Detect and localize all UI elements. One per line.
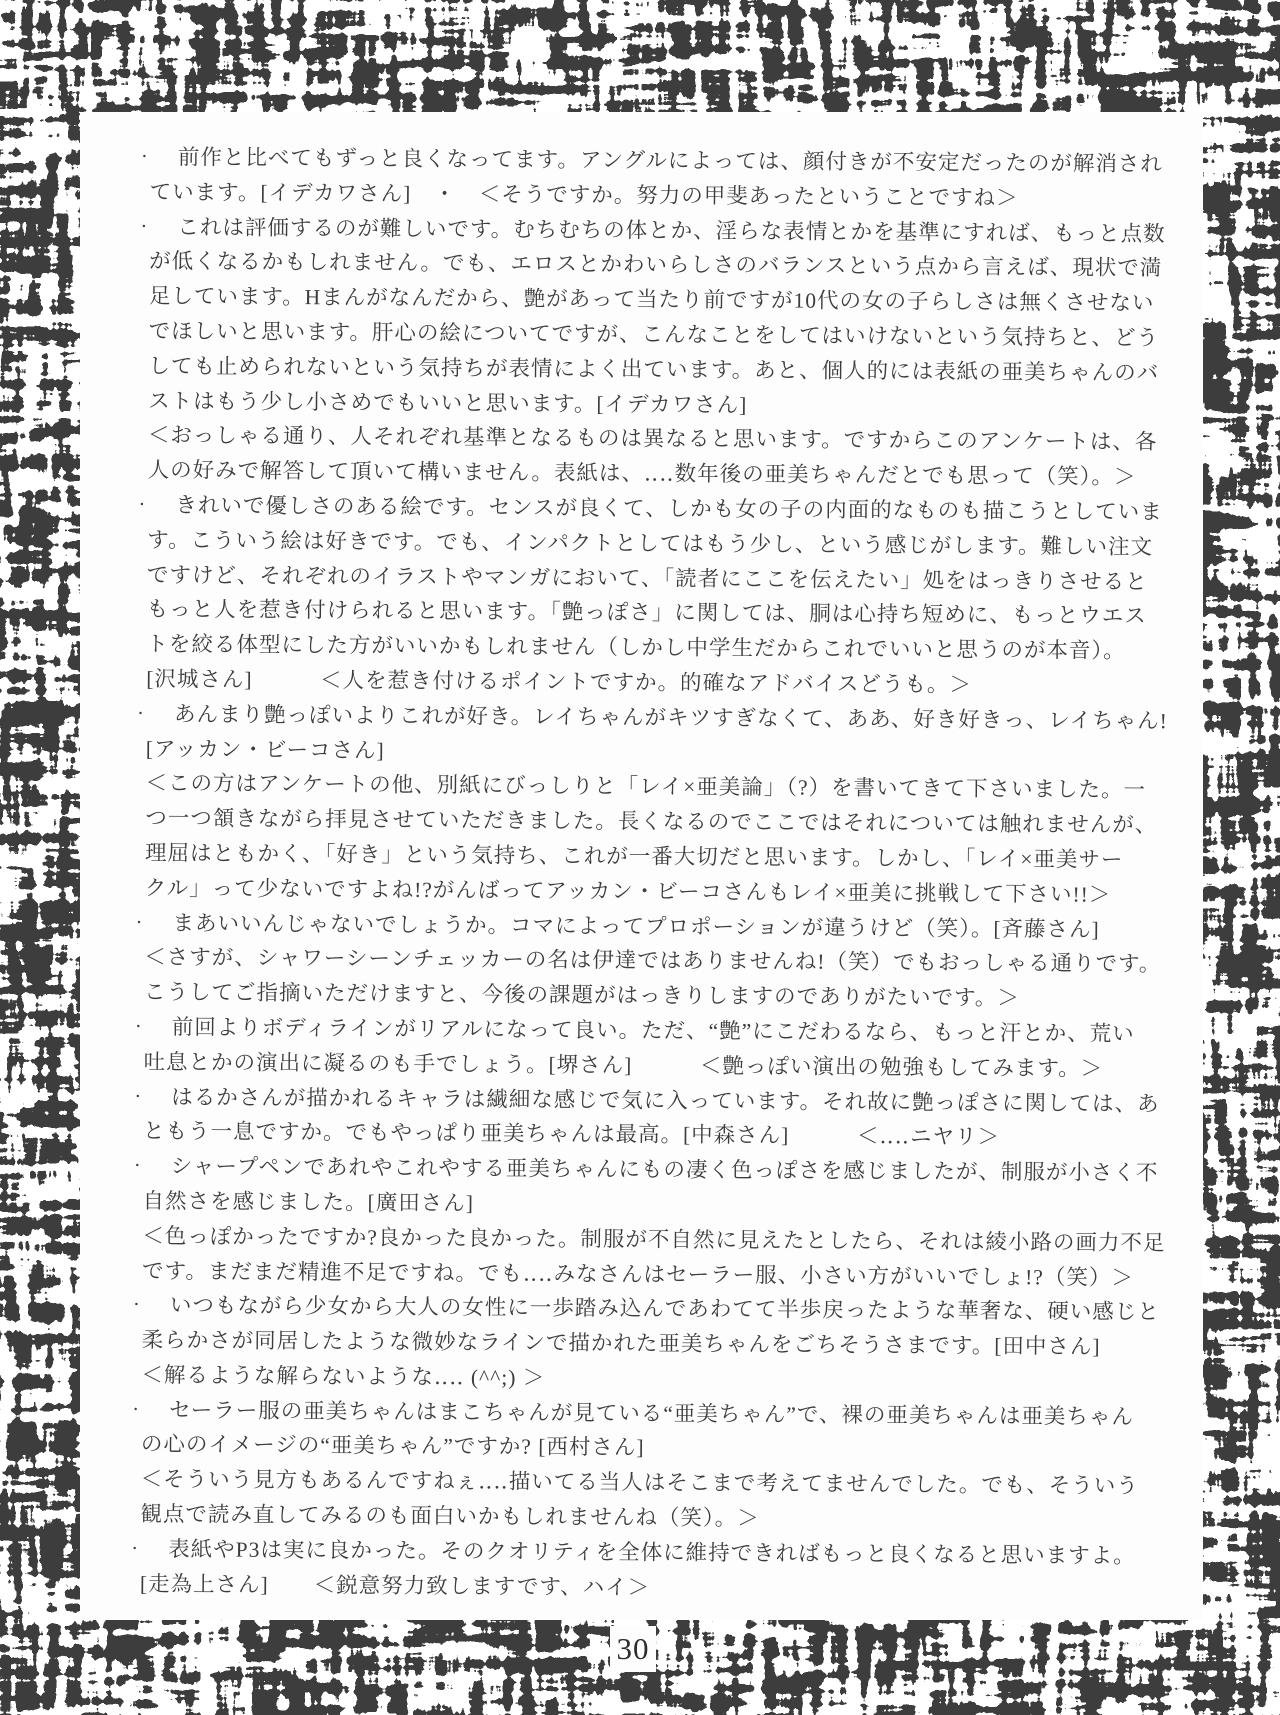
- text-line-content: 自然さを感じました。[廣田さん]: [142, 1188, 474, 1216]
- text-line-content: トを絞る体型にした方がいいかもしれません（しかし中学生だからこれでいいと思うのが本音）。: [146, 632, 1126, 663]
- text-line-content: ＜この方はアンケートの他、別紙にびっしりと「レイ×亜美論」（?）を書いてきて下さいました。一: [145, 771, 1147, 803]
- text-line: [140, 1567, 1162, 1609]
- text-line-content: [アッカン・ビーコさん]: [145, 736, 385, 763]
- text-line-content: ストはもう少し小さめでもいいと思います。[イデカワさん]: [148, 388, 748, 417]
- text-line-content: ですけど、それぞれのイラストやマンガにおいて、「読者にここを伝えたい」処をはっきりさせると: [146, 562, 1148, 594]
- text-line-content: [走為上さん] ＜鋭意努力致しますです、ハイ＞: [139, 1571, 651, 1600]
- text-line-content: これは評価するのが難しいです。むちむちの体とか、淫らな表情とかを基準にすれば、もっと点数: [177, 214, 1166, 246]
- text-line-content: です。まだまだ精進不足ですね。でも‥‥みなさんはセーラー服、小さい方がいいでしょ!?（笑）＞: [142, 1258, 1134, 1290]
- text-line-content: 柔らかさが同居したような微妙なラインで描かれた亜美ちゃんをごちそうさまです。[田中さん]: [141, 1328, 1101, 1359]
- text-line-content: セーラー服の亜美ちゃんはまこちゃんが見ている“亜美ちゃん”で、裸の亜美ちゃんは亜美ちゃん: [169, 1397, 1135, 1429]
- text-line-content: 吐息とかの演出に凝るのも手でしょう。[堺さん] ＜艶っぽい演出の勉強もしてみます。＞: [143, 1049, 1104, 1081]
- bullet-icon: ・: [132, 914, 146, 930]
- feedback-entry: [140, 1462, 1162, 1539]
- text-line-content: クル」って少ないですよね!?がんばってアッカン・ビーコさんもレイ×亜美に挑戦して下さい!!＞: [144, 875, 1112, 907]
- text-line-content: 表紙やP3は実に良かった。そのクオリティを全体に維持できればもっと良くなると思いますよ。: [168, 1537, 1136, 1568]
- text-line-content: しても止められないという気持ちが表情によく出ています。あと、個人的には表紙の亜美ちゃんのバ: [148, 353, 1160, 385]
- text-line-content: [沢城さん] ＜人を惹き付けるポイントですか。的確なアドバイスどうも。＞: [146, 666, 972, 697]
- text-line-content: 前回よりボディラインがリアルになって良い。ただ、“艶”にこだわるなら、もっと汗とか、荒い: [171, 1015, 1135, 1046]
- feedback-entry: [128, 1532, 1162, 1609]
- feedback-entry: [129, 1288, 1163, 1365]
- page-number: 30: [616, 1631, 650, 1666]
- feedback-entry: [129, 1393, 1163, 1470]
- text-line-content: ＜そういう見方もあるんですねぇ‥‥描いてる当人はそこまで考えてませんでした。でも、そういう: [140, 1467, 1139, 1499]
- text-line-content: はるかさんが描かれるキャラは繊細な感じで気に入っています。それ故に艶っぽさに関しては、あ: [171, 1084, 1160, 1116]
- text-line-content: 観点で読み直してみるのも面白いかもしれませんね（笑）。＞: [140, 1502, 760, 1531]
- bullet-icon: ・: [137, 148, 151, 165]
- bullet-icon: ・: [135, 496, 149, 512]
- feedback-entry: [131, 1079, 1165, 1156]
- bullet-icon: ・: [133, 705, 148, 721]
- text-line-content: ＜おっしゃる通り、人それぞれ基準となるものは異なると思います。ですからこのアンケートは、各: [147, 423, 1158, 455]
- text-line-content: ＜解るような解らないような‥‥ (^^;) ＞: [141, 1362, 546, 1390]
- feedback-entry: [137, 140, 1172, 217]
- feedback-entry: [145, 766, 1168, 912]
- text-line-content: ともう一息ですか。でもやっぱり亜美ちゃんは最高。[中森さん] ＜‥‥ニヤリ＞: [142, 1119, 1001, 1150]
- text-line-content: もっと人を惹き付けられると思います。「艶っぽさ」に関しては、胴は心持ち短めに、もっとウエス: [146, 597, 1147, 629]
- text-line-content: 理屈はともかく、「好き」という気持ち、これが一番大切だと思います。しかし、「レイ×亜美サー: [144, 840, 1124, 872]
- feedback-entry: [131, 1010, 1165, 1087]
- page-content-area: [80, 112, 1203, 1620]
- bullet-icon: ・: [137, 218, 151, 234]
- text-line-content: ています。[イデカワさん] ・ ＜そうですか。努力の甲斐あったということですね＞: [149, 179, 1019, 210]
- feedback-entry: [148, 418, 1170, 495]
- feedback-entry: [144, 940, 1166, 1017]
- bullet-icon: ・: [131, 1018, 145, 1034]
- bullet-icon: ・: [130, 1158, 144, 1174]
- feedback-entry: [137, 210, 1171, 426]
- text-line-content: シャープペンであれやこれやする亜美ちゃんにもの凄く色っぽさを感じましたが、制服が小さく不: [170, 1154, 1159, 1186]
- feedback-entry: [130, 1149, 1164, 1226]
- text-line-content: きれいで優しさのある絵です。センスが良くて、しかも女の子の内面的なものも描こうとしていま: [175, 493, 1163, 525]
- bullet-icon: ・: [129, 1401, 143, 1417]
- text-line-content: いつもながら少女から大人の女性に一歩踏み込んであわてて半歩戻ったような華奢な、硬い感じと: [169, 1293, 1160, 1325]
- feedback-entry: [142, 1219, 1164, 1296]
- text-line-content: が低くなるかもしれません。でも、エロスとかわいらしさのバランスという点から言えば、現状で満: [149, 249, 1163, 281]
- page-number-box: [610, 1626, 656, 1672]
- text-line-content: の心のイメージの“亜美ちゃん”ですか? [西村さん]: [140, 1432, 645, 1460]
- reader-feedback-text: [128, 140, 1172, 1609]
- text-line-content: でほしいと思います。肝心の絵についてですが、こんなことをしてはいけないという気持ちと、どう: [148, 318, 1160, 351]
- text-line-content: ＜さすが、シャワーシーンチェッカーの名は伊達ではありませんね!（笑）でもおっしゃる通りです。: [144, 945, 1162, 977]
- feedback-entry: [135, 488, 1169, 704]
- text-line-content: 足しています。Hまんがなんだから、艶があって当たり前ですが10代の女の子らしさは無くさせない: [148, 284, 1155, 316]
- text-line-content: つ一つ頷きながら拝見させていただきました。長くなるのでここではそれについては触れませんが、: [145, 806, 1158, 838]
- text-line-content: 人の好みで解答して頂いて構いません。表紙は、‥‥数年後の亜美ちゃんだとでも思って（笑）。＞: [147, 458, 1137, 490]
- feedback-entry: [133, 697, 1168, 774]
- text-line-content: ＜色っぽかったですか?良かった良かった。制服が不自然に見えたとしたら、それは綾小路の画力不足: [142, 1223, 1166, 1255]
- text-line-content: まあいいんじゃないでしょうか。コマによってプロポーションが違うけど（笑）。[斉藤さん]: [172, 910, 1100, 942]
- text-line-content: す。こういう絵は好きです。でも、インパクトとしてはもう少し、という感じがします。難しい注文: [147, 527, 1154, 559]
- bullet-icon: ・: [131, 1088, 145, 1104]
- text-line-content: あんまり艶っぽいよりこれが好き。レイちゃんがキツすぎなくて、ああ、好き好きっ、レイちゃん!: [173, 701, 1168, 733]
- bullet-icon: ・: [128, 1540, 142, 1556]
- text-line-content: 前作と比べてもずっと良くなってます。アングルによっては、顔付きが不安定だったのが解消され: [177, 145, 1164, 177]
- bullet-icon: ・: [129, 1297, 143, 1313]
- text-line-content: こうしてご指摘いただけますと、今後の課題がはっきりしますのでありがたいです。＞: [143, 980, 1020, 1011]
